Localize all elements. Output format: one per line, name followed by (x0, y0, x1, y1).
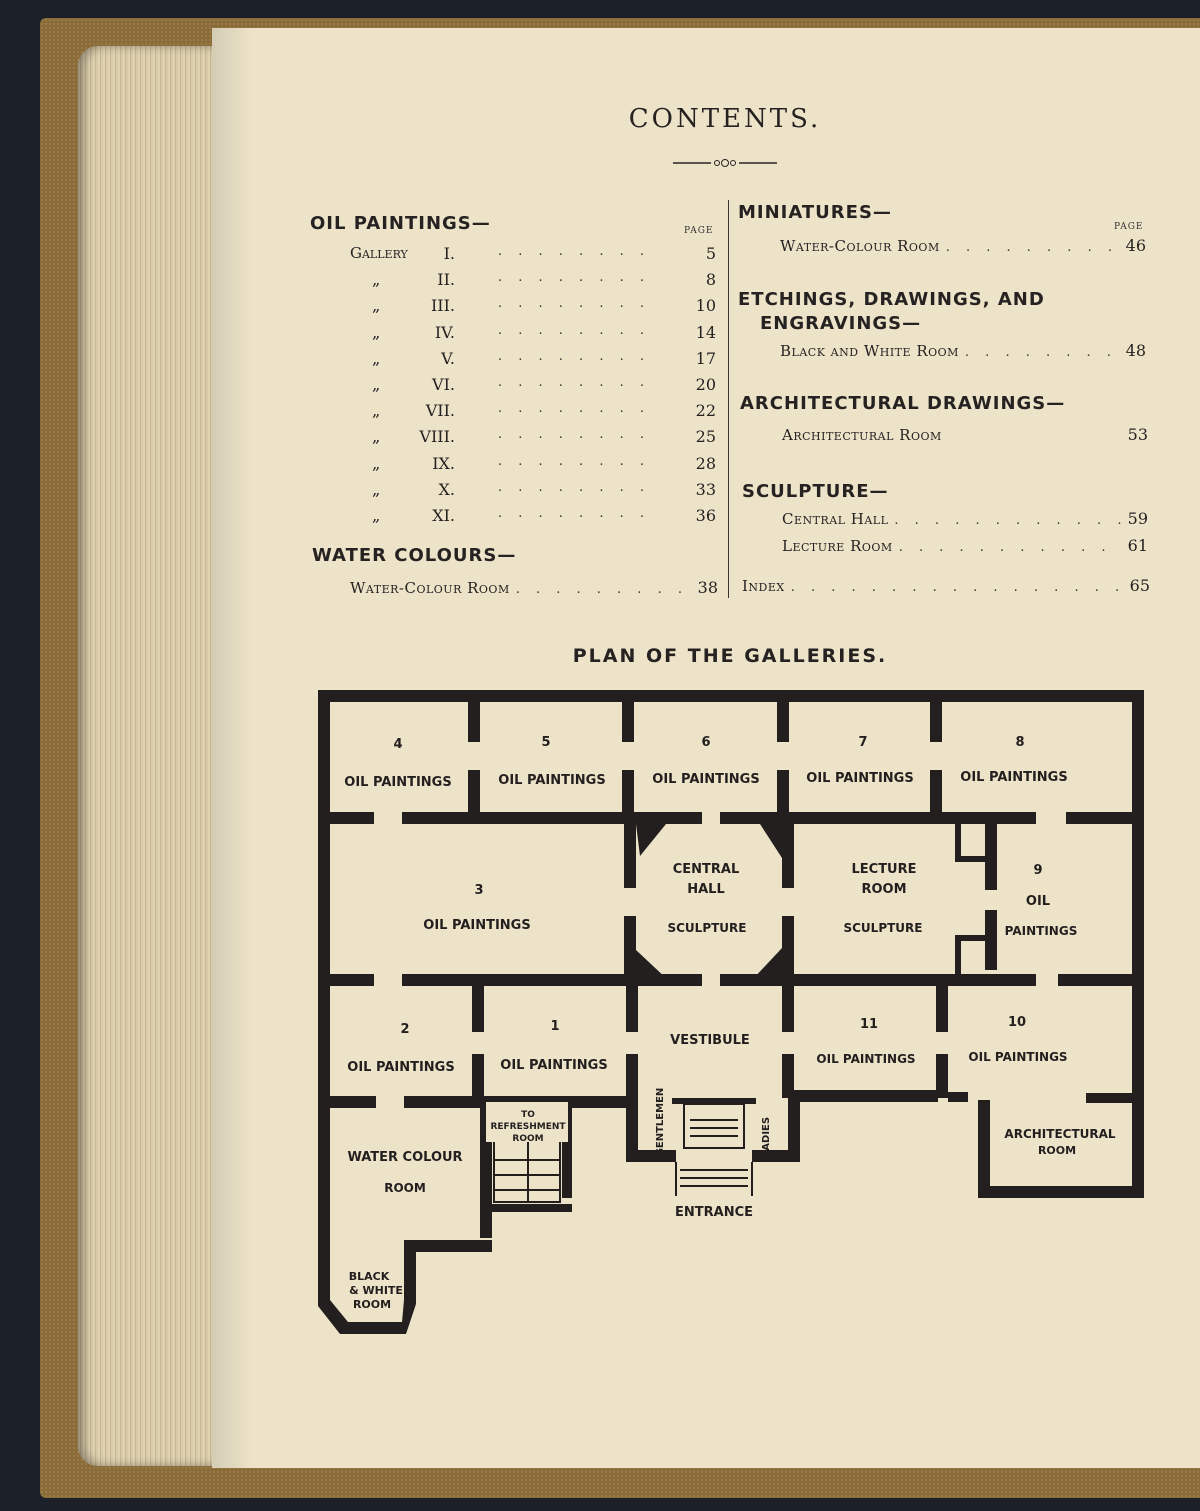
room-label-oil-paintings: OIL PAINTINGS (498, 773, 606, 788)
toc-entry-page: 17 (695, 348, 716, 368)
room-number: 1 (550, 1019, 560, 1034)
ditto-mark: „ (372, 427, 381, 447)
page-column-heading: PAGE (1114, 222, 1144, 232)
gallery-number: IV. (434, 322, 455, 342)
room-label-oil-paintings: OIL PAINTINGS (652, 772, 760, 787)
room-number: 7 (858, 735, 868, 750)
plan-title: PLAN OF THE GALLERIES. (572, 645, 888, 667)
water-colour-room-label: ROOM (384, 1181, 426, 1195)
gallery-number: III. (430, 296, 455, 316)
gallery-number: VI. (432, 375, 455, 394)
ladies-label: LADIES (761, 1116, 772, 1158)
toc-entry-page: 20 (695, 375, 716, 394)
room-label-oil-paintings: OIL PAINTINGS (960, 770, 1068, 785)
room-number: 3 (474, 883, 484, 898)
gentlemen-label: GENTLEMEN (655, 1087, 666, 1157)
toc-entry-label: Lecture Room (782, 537, 893, 555)
toc-entry-page: 61 (1127, 536, 1148, 555)
toc-entry-page: 25 (695, 427, 716, 447)
room-number: 6 (701, 735, 711, 750)
room-label-oil-paintings: OIL PAINTINGS (347, 1060, 455, 1075)
gallery-number: II. (437, 270, 455, 290)
room-label-oil-paintings: OIL PAINTINGS (816, 1052, 916, 1066)
toc-entry-page: 33 (695, 479, 716, 499)
room-number: 5 (541, 735, 551, 750)
black-white-room-label: ROOM (352, 1298, 392, 1311)
toc-entry-label: Water-Colour Room (350, 579, 510, 597)
toc-entry-label: Central Hall (782, 510, 889, 528)
refreshment-label: REFRESHMENT (490, 1122, 566, 1132)
room-number: 4 (393, 737, 403, 752)
vestibule-label: VESTIBULE (670, 1033, 750, 1048)
ditto-mark: „ (372, 296, 381, 316)
black-white-room-label: & WHITE (349, 1284, 403, 1297)
ditto-mark: „ (372, 453, 381, 473)
gallery-number: VII. (425, 401, 455, 421)
toc-entry-page: 48 (1125, 341, 1146, 360)
toc-entry-label: Architectural Room (782, 426, 942, 444)
entrance-label: ENTRANCE (675, 1205, 753, 1220)
room-label-oil-paintings: OIL PAINTINGS (968, 1050, 1068, 1064)
refreshment-label: ROOM (512, 1134, 544, 1144)
refreshment-label: TO (521, 1110, 535, 1120)
room-number: 11 (859, 1017, 879, 1032)
toc-entry-page: 8 (705, 270, 716, 290)
room9-label: PAINTINGS (1004, 924, 1078, 938)
gallery-number: XI. (432, 506, 455, 525)
contents-title: CONTENTS. (628, 104, 822, 134)
sculpture-heading: SCULPTURE— (742, 481, 889, 502)
room-label-oil-paintings: OIL PAINTINGS (344, 775, 452, 790)
toc-entry-page: 10 (695, 296, 716, 316)
central-hall-label: HALL (687, 882, 725, 897)
toc-entry-page: 36 (695, 506, 716, 525)
lecture-room-label: ROOM (861, 882, 907, 897)
room9-label: OIL (1025, 894, 1051, 909)
ditto-mark: „ (372, 348, 381, 368)
oil-paintings-heading: OIL PAINTINGS— (310, 213, 491, 234)
black-white-room-label: BLACK (348, 1270, 390, 1283)
architectural-room-label: ROOM (1037, 1144, 1077, 1157)
room-number: 8 (1015, 735, 1025, 750)
ditto-mark: „ (372, 322, 381, 342)
ditto-mark: „ (372, 401, 381, 421)
room-number: 2 (400, 1022, 410, 1037)
room-number: 10 (1007, 1015, 1027, 1030)
ditto-mark: „ (372, 479, 381, 499)
architectural-room-label: ARCHITECTURAL (1004, 1127, 1116, 1141)
sculpture-label: SCULPTURE (843, 921, 923, 935)
toc-entry-label: Index (742, 577, 785, 595)
toc-entry-page: 22 (695, 401, 716, 421)
room-label-oil-paintings: OIL PAINTINGS (423, 918, 531, 933)
toc-entry-page: 5 (705, 244, 716, 263)
toc-entry-page: 38 (697, 578, 718, 597)
water-colour-room-label: WATER COLOUR (347, 1150, 463, 1165)
toc-entry-page: 59 (1127, 509, 1148, 528)
lecture-room-label: LECTURE (851, 862, 917, 877)
ditto-mark: „ (372, 506, 381, 525)
toc-entry-label: Black and White Room (780, 342, 959, 360)
water-colours-heading: WATER COLOURS— (312, 545, 517, 566)
toc-entry-label: Water-Colour Room (780, 237, 940, 255)
ditto-mark: „ (372, 270, 381, 290)
page-column-heading: PAGE (684, 226, 714, 236)
central-hall-label: CENTRAL (672, 862, 740, 877)
gallery-number: IX. (432, 453, 455, 473)
gallery-label: Gallery (350, 244, 408, 262)
gallery-number: I. (443, 244, 455, 263)
gallery-number: X. (438, 479, 455, 499)
etchings-heading-line2: ENGRAVINGS— (760, 313, 922, 334)
room-label-oil-paintings: OIL PAINTINGS (806, 771, 914, 786)
toc-entry-page: 65 (1129, 576, 1150, 595)
ditto-mark: „ (372, 375, 381, 394)
toc-entry-page: 28 (695, 453, 716, 473)
toc-entry-page: 46 (1125, 236, 1146, 255)
gallery-number: VIII. (419, 427, 455, 447)
architectural-heading: ARCHITECTURAL DRAWINGS— (740, 393, 1066, 414)
sculpture-label: SCULPTURE (667, 921, 747, 935)
etchings-heading: ETCHINGS, DRAWINGS, AND (738, 289, 1045, 310)
room-label-oil-paintings: OIL PAINTINGS (500, 1058, 608, 1073)
gallery-number: V. (441, 348, 455, 368)
miniatures-heading: MINIATURES— (738, 202, 892, 223)
toc-entry-page: 14 (695, 322, 716, 342)
room-number: 9 (1033, 863, 1043, 878)
toc-entry-page: 53 (1127, 425, 1148, 444)
